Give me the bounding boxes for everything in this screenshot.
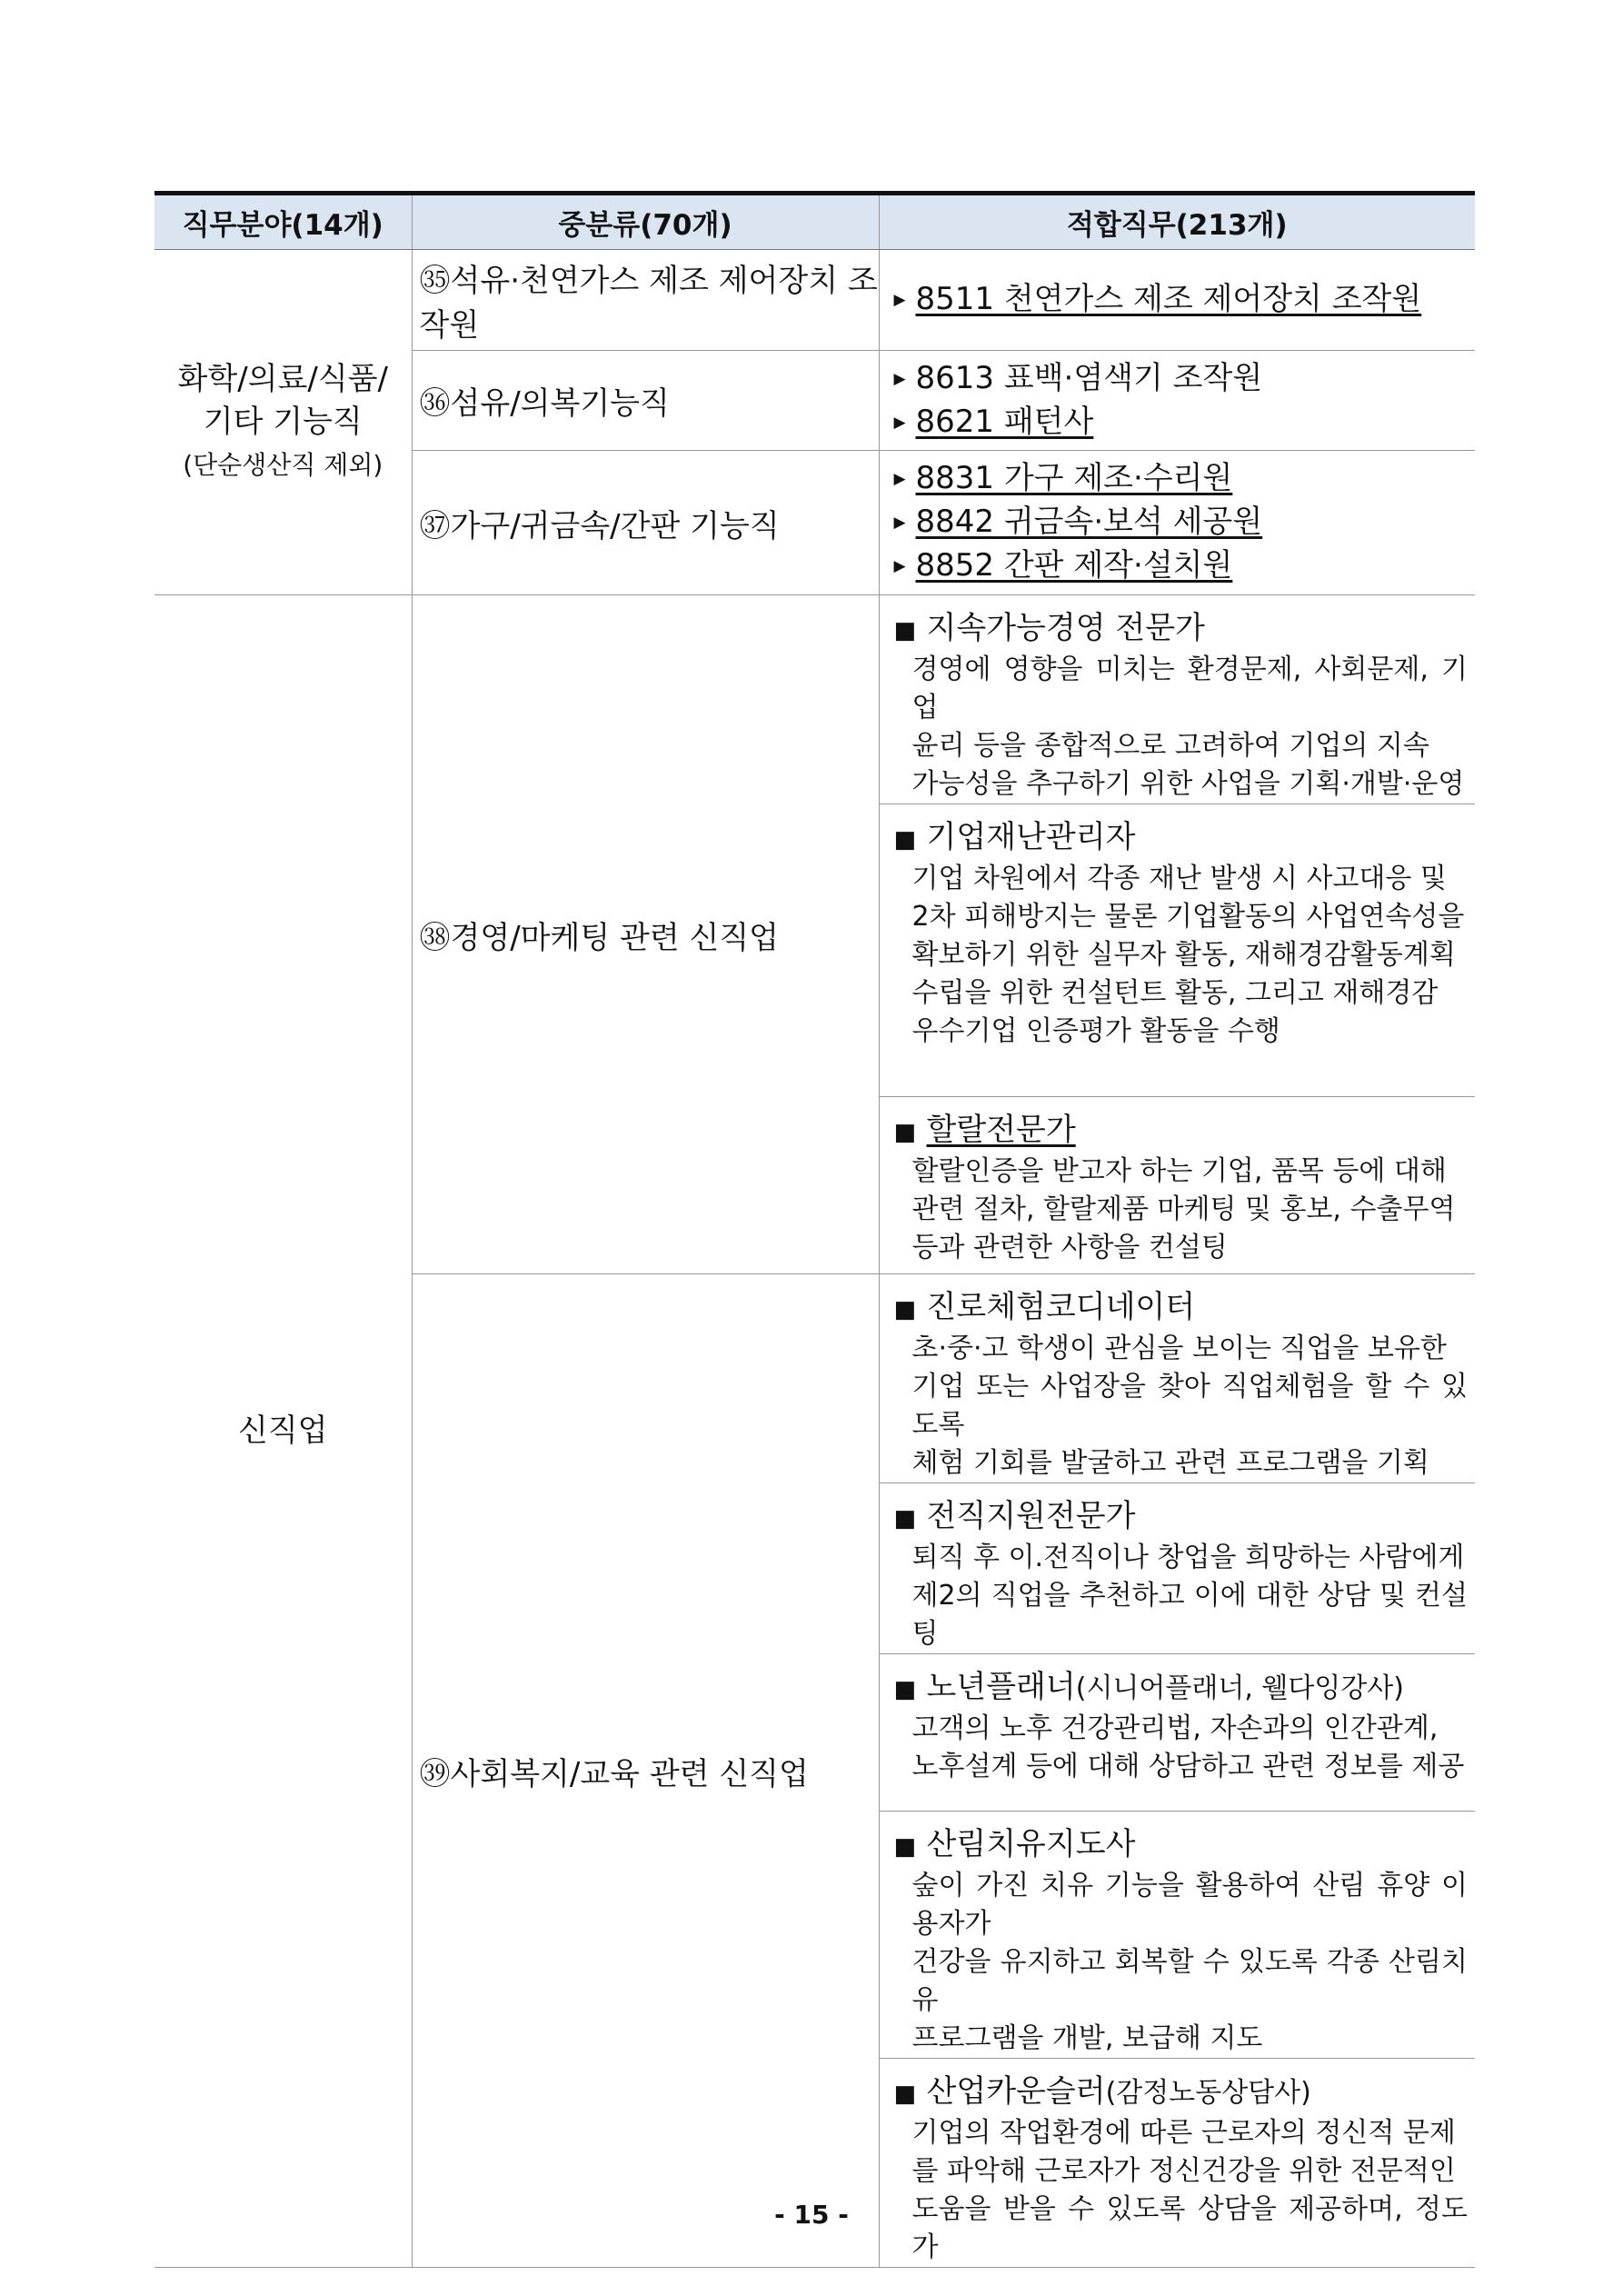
new-job-desc: 초·중·고 학생이 관심을 보이는 직업을 보유한 기업 또는 사업장을 찾아 직업체험을 할 수 있도록 체험 기회를 발굴하고 관련 프로그램을 기획 (911, 1333, 1468, 1479)
field-label: 화학/의료/식품/ (177, 361, 388, 397)
bullet-triangle-icon: ▶ (893, 291, 906, 309)
job-item: ▶ 8511 천연가스 제조 제어장치 조작원 (894, 278, 1476, 322)
new-job-desc: 퇴직 후 이.전직이나 창업을 희망하는 사람에게 제2의 직업을 추천하고 이에 대한 상담 및 컨설팅 (911, 1542, 1468, 1650)
mid-category: ㊴사회복지/교육 관련 신직업 (412, 1274, 879, 2268)
new-job-desc: 할랄인증을 받고자 하는 기업, 품목 등에 대해 관련 절차, 할랄제품 마케팅 및 홍보, 수출무역 등과 관련한 사항을 컨설팅 (911, 1155, 1456, 1263)
bullet-triangle-icon: ▶ (893, 514, 906, 532)
bullet-square-icon: ■ (893, 1119, 917, 1146)
new-job-title: ■ 산업카운슬러(감정노동상담사) (894, 2071, 1469, 2114)
new-job-title: ■ 지속가능경영 전문가 (894, 608, 1469, 651)
new-job-cell (879, 595, 1475, 804)
new-job-cell (879, 2059, 1475, 2268)
bullet-triangle-icon: ▶ (893, 413, 906, 432)
job-item: ▶ 8852 간판 제작·설치원 (894, 544, 1476, 588)
new-job-desc: 경영에 영향을 미치는 환경문제, 사회문제, 기업 윤리 등을 종합적으로 고려하여 기업의 지속 가능성을 추구하기 위한 사업을 기획·개발·운영 (911, 654, 1468, 800)
jobs-cell (879, 351, 1475, 451)
new-job-desc: 숲이 가진 치유 기능을 활용하여 산림 휴양 이용자가 건강을 유지하고 회복할 수 있도록 각종 산림치유 프로그램을 개발, 보급해 지도 (911, 1870, 1468, 2054)
new-job-desc: 기업 차원에서 각종 재난 발생 시 사고대응 및 2차 피해방지는 물론 기업활동의 사업연속성을 확보하기 위한 실무자 활동, 재해경감활동계획 수립을 위한 컨설턴트 활동, 그리고 재해경감 우수기업 인증평가 활동을 수행 (911, 863, 1465, 1047)
field-cell-chem (154, 250, 412, 595)
job-item: ▶ 8621 패턴사 (894, 401, 1476, 444)
table-row (154, 250, 1475, 351)
new-job-cell (879, 1097, 1475, 1274)
bullet-square-icon: ■ (893, 2081, 917, 2108)
new-job-title: ■ 기업재난관리자 (894, 817, 1469, 860)
bullet-square-icon: ■ (893, 1505, 917, 1532)
job-table (154, 191, 1475, 2268)
bullet-square-icon: ■ (893, 1833, 917, 1861)
header-field: 직무분야(14개) (154, 194, 412, 250)
new-job-title: ■ 산림치유지도사 (894, 1824, 1469, 1867)
header-mid: 중분류(70개) (412, 194, 879, 250)
bullet-square-icon: ■ (893, 826, 917, 854)
new-job-cell (879, 1274, 1475, 1483)
bullet-triangle-icon: ▶ (893, 369, 906, 388)
new-job-title: ■ 진로체험코디네이터 (894, 1287, 1469, 1330)
field-note: (단순생산직 제외) (183, 450, 383, 480)
bullet-triangle-icon: ▶ (893, 557, 906, 575)
new-job-cell (879, 1483, 1475, 1654)
bullet-square-icon: ■ (893, 617, 917, 644)
header-jobs: 적합직무(213개) (879, 194, 1475, 250)
mid-category: ㊱섬유/의복기능직 (412, 351, 879, 451)
new-job-title: ■ 전직지원전문가 (894, 1496, 1469, 1539)
table-header (154, 194, 1475, 250)
new-job-desc: 고객의 노후 건강관리법, 자손과의 인간관계, 노후설계 등에 대해 상담하고 관련 정보를 제공 (911, 1712, 1465, 1782)
new-job-cell (879, 804, 1475, 1097)
job-item: ▶ 8842 귀금속·보석 세공원 (894, 501, 1476, 544)
bullet-triangle-icon: ▶ (893, 470, 906, 488)
new-job-cell (879, 1654, 1475, 1812)
new-job-title: ■ 노년플래너(시니어플래너, 웰다잉강사) (894, 1667, 1469, 1710)
mid-category: ㊲가구/귀금속/간판 기능직 (412, 451, 879, 595)
job-item: ▶ 8831 가구 제조·수리원 (894, 457, 1476, 501)
bullet-square-icon: ■ (893, 1676, 917, 1703)
new-job-cell (879, 1812, 1475, 2059)
field-label: 기타 기능직 (203, 404, 363, 440)
bullet-square-icon: ■ (893, 1296, 917, 1323)
mid-category: ㉟석유·천연가스 제조 제어장치 조작원 (412, 250, 879, 351)
new-job-title: ■ 할랄전문가 (894, 1110, 1469, 1153)
jobs-cell (879, 250, 1475, 351)
page-number: - 15 - (774, 2200, 849, 2230)
table-row (154, 595, 1475, 804)
jobs-cell (879, 451, 1475, 595)
new-job-desc: 기업의 작업환경에 따른 근로자의 정신적 문제 를 파악해 근로자가 정신건강을 위한 전문적인 도움을 받을 수 있도록 상담을 제공하며, 정도가 (911, 2117, 1468, 2263)
job-item: ▶ 8613 표백·염색기 조작원 (894, 357, 1476, 401)
mid-category: ㊳경영/마케팅 관련 신직업 (412, 595, 879, 1274)
field-cell-new: 신직업 (154, 595, 412, 2268)
